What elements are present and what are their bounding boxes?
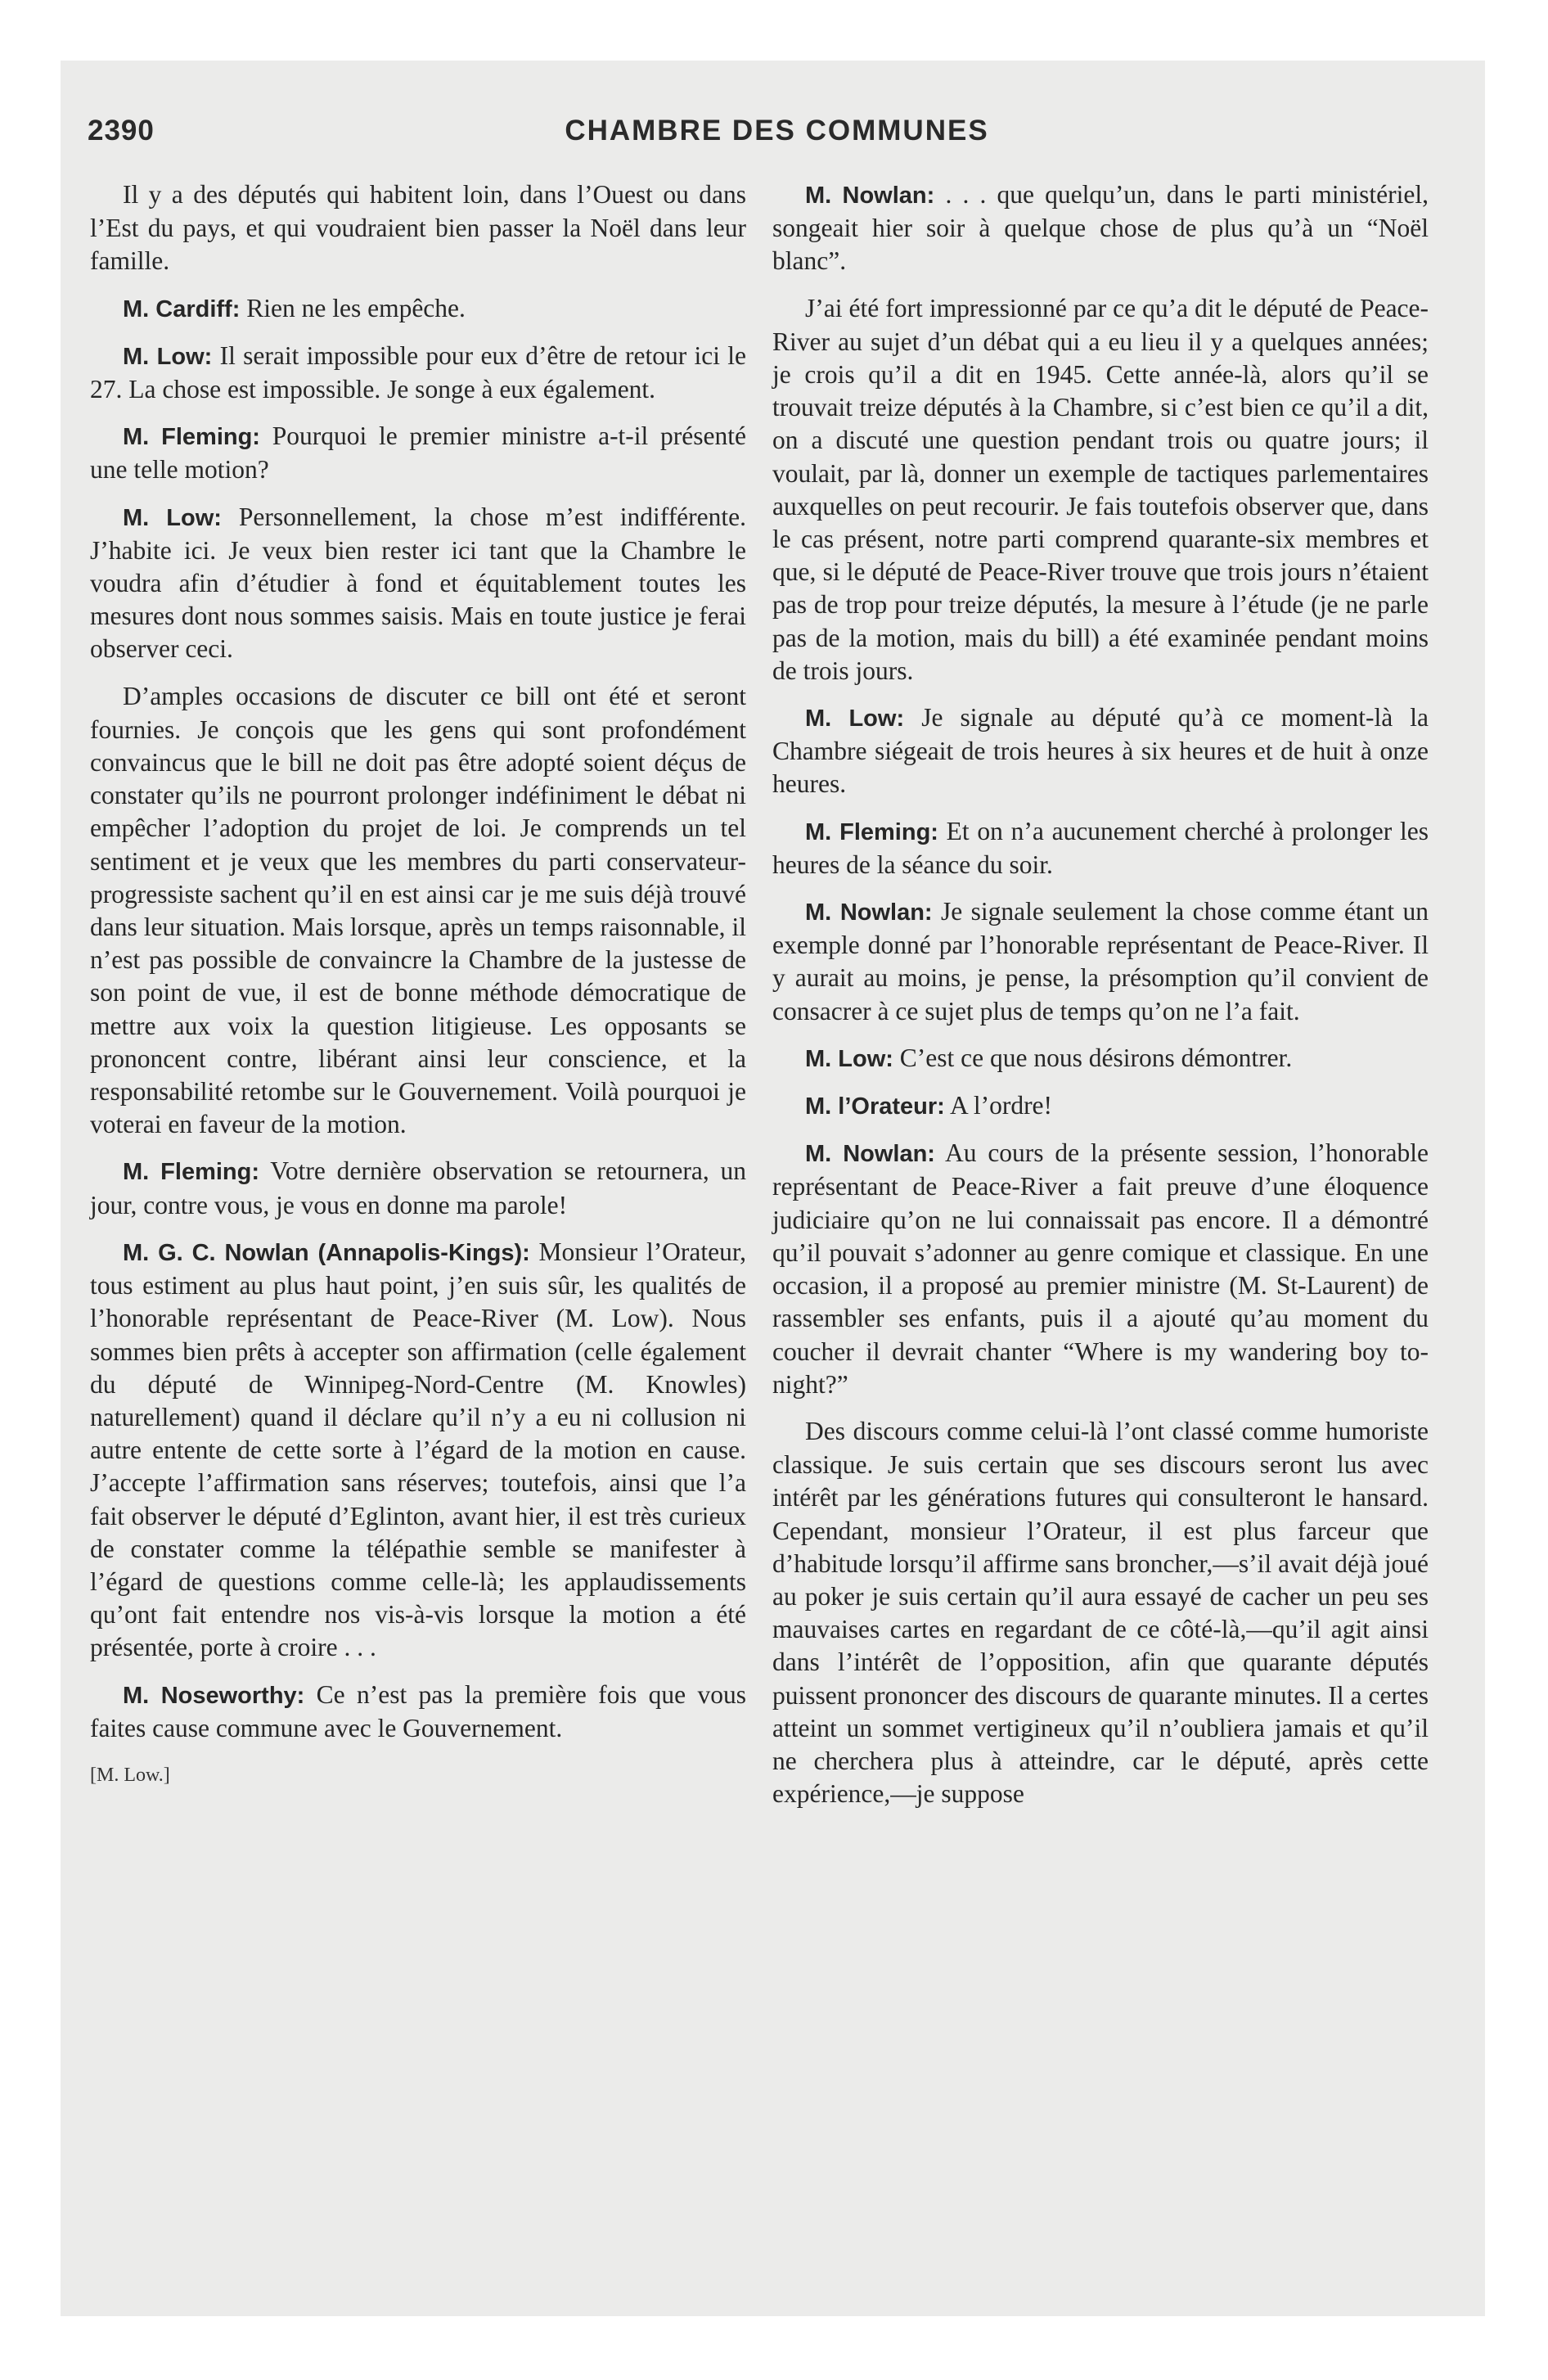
paragraph-text: Ce n’est pas la première fois que vous faites cause commune avec le Gouvernement. [90, 1679, 746, 1742]
speaker-name: M. Low: [123, 504, 222, 531]
paragraph-text: Des discours comme celui-là l’ont classé comme humoriste classique. Je suis certain que ses discours seront lus avec intérêt par les générations futures qui consulteront le hansard. Cependant, monsieur l’Orateur, il est plus farceur que d’habitude lorsqu’il affirme sans broncher,—s’il avait déjà joué au poker je suis certain qu’il aura essayé de cacher un peu ses mauvaises cartes en regardant de ce côté-là,—qu’il agit ainsi dans l’intérêt de l’opposition, afin que quarante députés puissent prononcer des discours de quarante minutes. Il a certes atteint un sommet vertigineux qu’il n’oubliera jamais et qu’il ne cherchera plus à atteindre, car le député, après cette expérience,—je suppose [772, 1416, 1429, 1809]
paragraph [772, 1137, 1429, 1401]
paragraph-text: C’est ce que nous désirons démontrer. [893, 1043, 1293, 1072]
speaker-name: M. l’Orateur: [805, 1093, 945, 1120]
paragraph-text: Monsieur l’Orateur, tous estiment au plus haut point, j’en suis sûr, les qualités de l’honorable représentant de Peace-River (M. Low). Nous sommes bien prêts à accepter son affirmation (celle également du député de Winnipeg-Nord-Centre (M. Knowles) naturellement) quand il déclare qu’il n’y a eu ni collusion ni autre entente de cette sorte à l’égard de la motion en cause. J’accepte l’affirmation sans réserves; toutefois, ainsi que l’a fait observer le député d’Eglinton, avant hier, il est très curieux de constater comme la télépathie semble se manifester à l’égard de questions comme celle-là; les applaudissements qu’ont fait entendre nos vis-à-vis lorsque la motion a été présentée, porte à croire . . . [90, 1237, 746, 1662]
paragraph-text: Je signale seulement la chose comme étant un exemple donné par l’honorable représentant de Peace-River. Il y aurait au moins, je pense, la présomption qu’il convient de consacrer à ce sujet plus de temps qu’on ne l’a fait. [772, 897, 1429, 1025]
paragraph [90, 501, 746, 666]
page-number: 2390 [88, 115, 155, 146]
speaker-name: M. Fleming: [123, 424, 260, 451]
paragraph [772, 292, 1429, 687]
footer-note: [M. Low.] [90, 1764, 170, 1786]
paragraph [772, 895, 1429, 1028]
paragraph-text: Je signale au député qu’à ce moment-là la Chambre siégeait de trois heures à six heures et de huit à onze heures. [772, 703, 1429, 799]
speaker-name: M. Nowlan: [805, 899, 933, 926]
paragraph-text: . . . que quelqu’un, dans le parti ministériel, songeait hier soir à quelque chose de plus qu’à un “Noël blanc”. [772, 180, 1429, 276]
speaker-name: M. Low: [805, 1045, 893, 1072]
paragraph [772, 1089, 1429, 1123]
paragraph [772, 815, 1429, 881]
page-header [88, 115, 1433, 147]
paragraph [772, 178, 1429, 278]
speaker-name: M. Fleming: [123, 1159, 260, 1186]
paragraph-text: J’ai été fort impressionné par ce qu’a dit le député de Peace-River au sujet d’un débat qui a eu lieu il y a quelques années; je crois qu’il a dit en 1945. Cette année-là, alors qu’il se trouvait treize députés à la Chambre, si c’est bien ce qu’il a dit, on a discuté une question pendant trois ou quatre jours; il voulait, par là, donner un exemple de tactiques parlementaires auxquelles on peut recourir. Je fais toutefois observer que, dans le cas présent, notre parti comprend quarante-six membres et que, si le député de Peace-River trouve que trois jours n’étaient pas de trop pour treize députés, la mesure à l’étude (je ne parle pas de la motion, mais du bill) a été examinée pendant moins de trois jours. [772, 293, 1429, 685]
speaker-name: M. Low: [123, 343, 213, 370]
paragraph-text: Il y a des députés qui habitent loin, dans l’Ouest ou dans l’Est du pays, et qui voudraient bien passer la Noël dans leur famille. [90, 180, 746, 276]
paragraph [90, 680, 746, 1142]
speaker-name: M. Noseworthy: [123, 1682, 305, 1709]
speaker-name: M. Fleming: [805, 818, 938, 845]
right-column [772, 178, 1429, 1824]
paragraph [90, 178, 746, 278]
speaker-name: M. Nowlan: [805, 1141, 935, 1168]
paragraph-text: Rien ne les empêche. [240, 293, 466, 322]
paragraph-text: Il serait impossible pour eux d’être de retour ici le 27. La chose est impossible. Je songe à eux également. [90, 340, 746, 404]
paragraph-text: Et on n’a aucunement cherché à prolonger les heures de la séance du soir. [772, 816, 1429, 879]
paragraph [90, 1155, 746, 1221]
paragraph-text: Pourquoi le premier ministre a-t-il présenté une telle motion? [90, 421, 746, 485]
speaker-name: M. Low: [805, 705, 905, 732]
paragraph [90, 1236, 746, 1665]
paragraph [90, 1679, 746, 1745]
paragraph-text: A l’ordre! [944, 1091, 1053, 1120]
paragraph [90, 292, 746, 326]
speaker-name: M. Cardiff: [123, 295, 241, 322]
left-column [90, 178, 746, 1792]
speaker-name: M. Nowlan: [805, 183, 935, 209]
paragraph [90, 420, 746, 486]
paragraph-text: Personnellement, la chose m’est indifférente. J’habite ici. Je veux bien rester ici tant que la Chambre le voudra afin d’étudier à fond et équitablement toutes les mesures dont nous sommes saisis. Mais en toute justice je ferai observer ceci. [90, 502, 746, 664]
paragraph [772, 701, 1429, 801]
paragraph [90, 340, 746, 406]
paragraph [772, 1042, 1429, 1075]
paragraph-text: Votre dernière observation se retournera, un jour, contre vous, je vous en donne ma parole! [90, 1156, 746, 1219]
paragraph-text: Au cours de la présente session, l’honorable représentant de Peace-River a fait preuve d’une éloquence judiciaire qu’on ne lui connaissait pas encore. Il a démontré qu’il pouvait s’adonner au genre comique et classique. En une occasion, il a proposé au premier ministre (M. St-Laurent) de rassembler ses enfants, puis il a ajouté qu’au moment du coucher il devrait chanter “Where is my wandering boy to-night?” [772, 1138, 1429, 1399]
paragraph [772, 1415, 1429, 1810]
paragraph-text: D’amples occasions de discuter ce bill ont été et seront fournies. Je conçois que les gens qui sont profondément convaincus que le bill ne doit pas être adopté soient déçus de constater qu’ils ne pourront prolonger indéfiniment le débat ni empêcher l’adoption du projet de loi. Je comprends un tel sentiment et je veux que les membres du parti conservateur-progressiste sachent qu’il en est ainsi car je me suis déjà trouvé dans leur situation. Mais lorsque, après un temps raisonnable, il n’est pas possible de convaincre la Chambre de la justesse de son point de vue, il est de bonne méthode démocratique de mettre aux voix la question litigieuse. Les opposants se prononcent contre, libérant ainsi leur conscience, et la responsabilité retombe sur le Gouvernement. Voilà pourquoi je voterai en faveur de la motion. [90, 681, 746, 1139]
running-title: CHAMBRE DES COMMUNES [565, 115, 989, 146]
speaker-name: M. G. C. Nowlan (Annapolis-Kings): [123, 1239, 530, 1266]
